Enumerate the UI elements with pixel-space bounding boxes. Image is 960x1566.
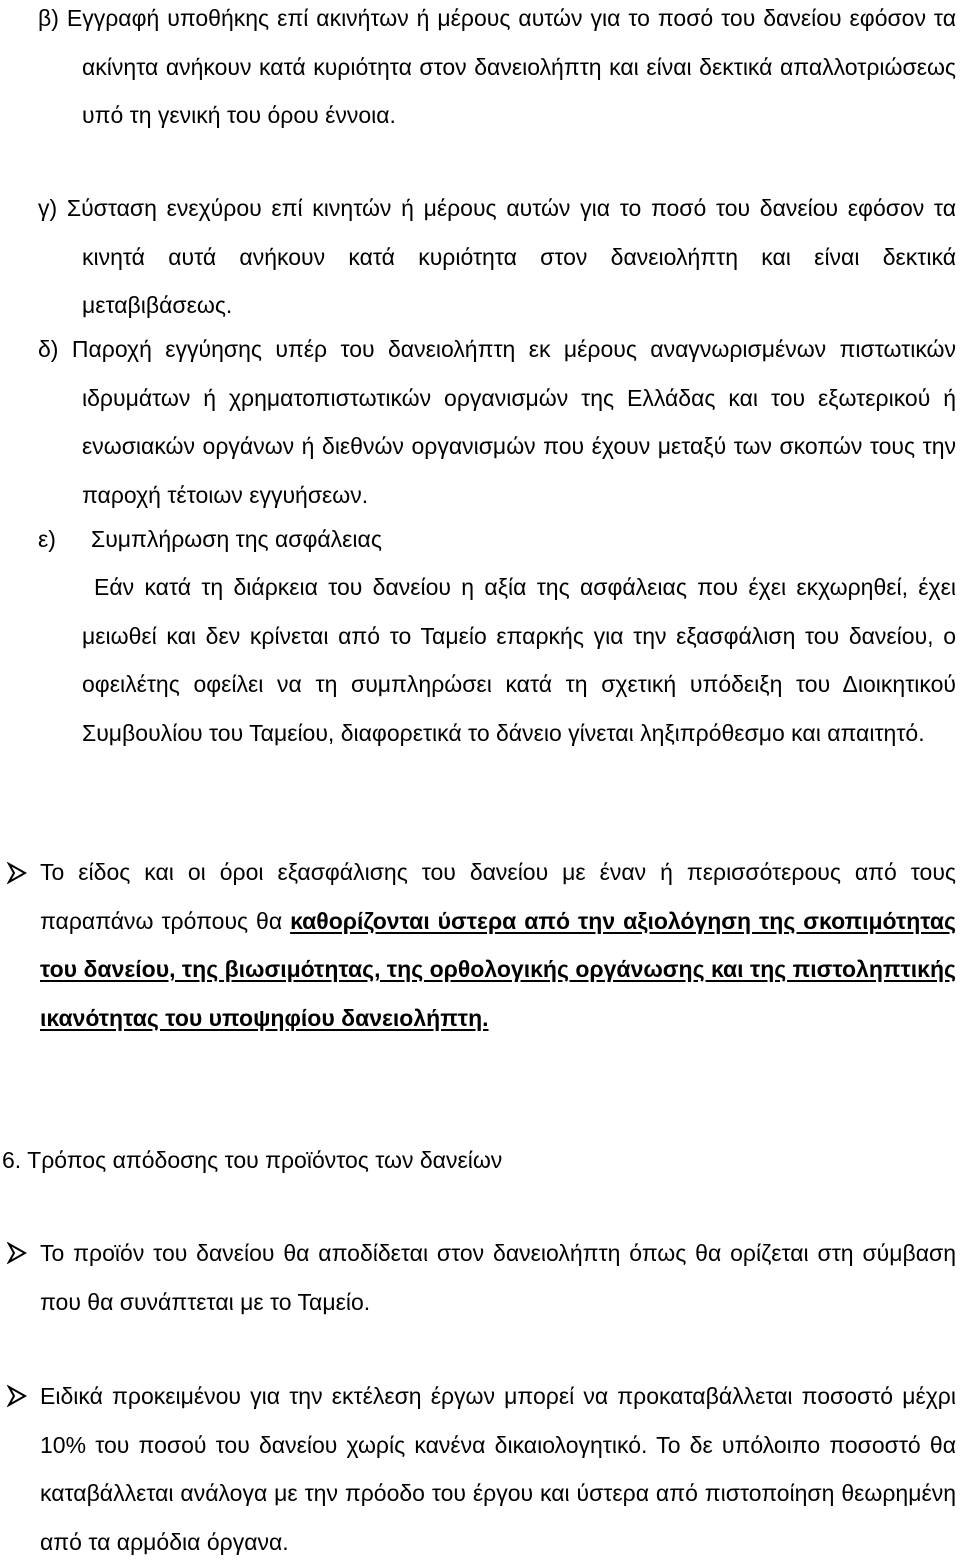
bullet-paragraph-advance bbox=[40, 1372, 956, 1566]
item-beta-text: Εγγραφή υποθήκης επί ακινήτων ή μέρους αυτών για το ποσό του δανείου εφόσον τα ακίνητα ανήκουν κατά κυριότητα στον δανειολήπτη και είναι δεκτικά απαλλοτριώσεως υπό τη γενική του όρου έννοια. bbox=[66, 5, 956, 128]
bullet-paragraph-securing-emphasis: καθορίζονται ύστερα από την αξιολόγηση της σκοπιμότητας του δανείου, της βιωσιμότητας, της ορθολογικής οργάνωσης και της πιστοληπτικής ικανότητας του υποψηφίου δανειολήπτη. bbox=[40, 907, 956, 1031]
arrowhead-bullet-icon bbox=[7, 1385, 27, 1407]
item-gamma-label: γ) bbox=[38, 195, 67, 221]
item-epsilon-title: Συμπλήρωση της ασφάλειας bbox=[91, 526, 382, 552]
item-beta-label: β) bbox=[38, 5, 67, 31]
bullet-paragraph-securing bbox=[40, 848, 956, 1042]
item-epsilon-text bbox=[82, 563, 956, 757]
item-gamma-text: Σύσταση ενεχύρου επί κινητών ή μέρους αυτών για το ποσό του δανείου εφόσον τα κινητά αυτά ανήκουν κατά κυριότητα στον δανειολήπτη και είναι δεκτικά μεταβιβάσεως. bbox=[66, 195, 956, 318]
item-delta bbox=[38, 325, 956, 519]
bullet-paragraph-securing-text: Το είδος και οι όροι εξασφάλισης του δανείου με έναν ή περισσότερους από τους παραπάνω τρόπους θα bbox=[40, 859, 956, 934]
section-6-heading: 6. Τρόπος απόδοσης του προϊόντος των δανείων bbox=[2, 1147, 503, 1173]
item-epsilon-paragraph: Εάν κατά τη διάρκεια του δανείου η αξία της ασφάλειας που έχει εκχωρηθεί, έχει μειωθεί και δεν κρίνεται από το Ταμείο επαρκής για την εξασφάλιση του δανείου, ο οφειλέτης οφείλει να τη συμπληρώσει κατά τη σχετική υπόδειξη του Διοικητικού Συμβουλίου του Ταμείου, διαφορετικά το δάνειο γίνεται ληξιπρόθεσμο και απαιτητό. bbox=[82, 574, 956, 746]
bullet-paragraph-advance-text: Ειδικά προκειμένου για την εκτέλεση έργων μπορεί να προκαταβάλλεται ποσοστό μέχρι 10% του ποσού του δανείου χωρίς κανένα δικαιολογητικό. Το δε υπόλοιπο ποσοστό θα καταβάλλεται ανάλογα με την πρόοδο του έργου και ύστερα από πιστοποίηση θεωρημένη από τα αρμόδια όργανα. bbox=[40, 1383, 956, 1555]
bullet-paragraph-payment bbox=[40, 1229, 956, 1326]
item-gamma bbox=[38, 184, 956, 330]
item-delta-text: Παροχή εγγύησης υπέρ του δανειολήπτη εκ μέρους αναγνωρισμένων πιστωτικών ιδρυμάτων ή χρηματοπιστωτικών οργανισμών της Ελλάδας και του εξωτερικού ή ενωσιακών οργάνων ή διεθνών οργανισμών που έχουν μεταξύ των σκοπών τους την παροχή τέτοιων εγγυήσεων. bbox=[71, 336, 956, 508]
item-beta bbox=[38, 0, 956, 140]
item-delta-label: δ) bbox=[38, 336, 72, 362]
arrowhead-bullet-icon bbox=[7, 1242, 27, 1264]
item-epsilon-label: ε) bbox=[38, 526, 56, 552]
bullet-paragraph-payment-text: Το προϊόν του δανείου θα αποδίδεται στον δανειολήπτη όπως θα ορίζεται στη σύμβαση που θα συνάπτεται με το Ταμείο. bbox=[40, 1240, 956, 1315]
arrowhead-bullet-icon bbox=[7, 862, 27, 884]
